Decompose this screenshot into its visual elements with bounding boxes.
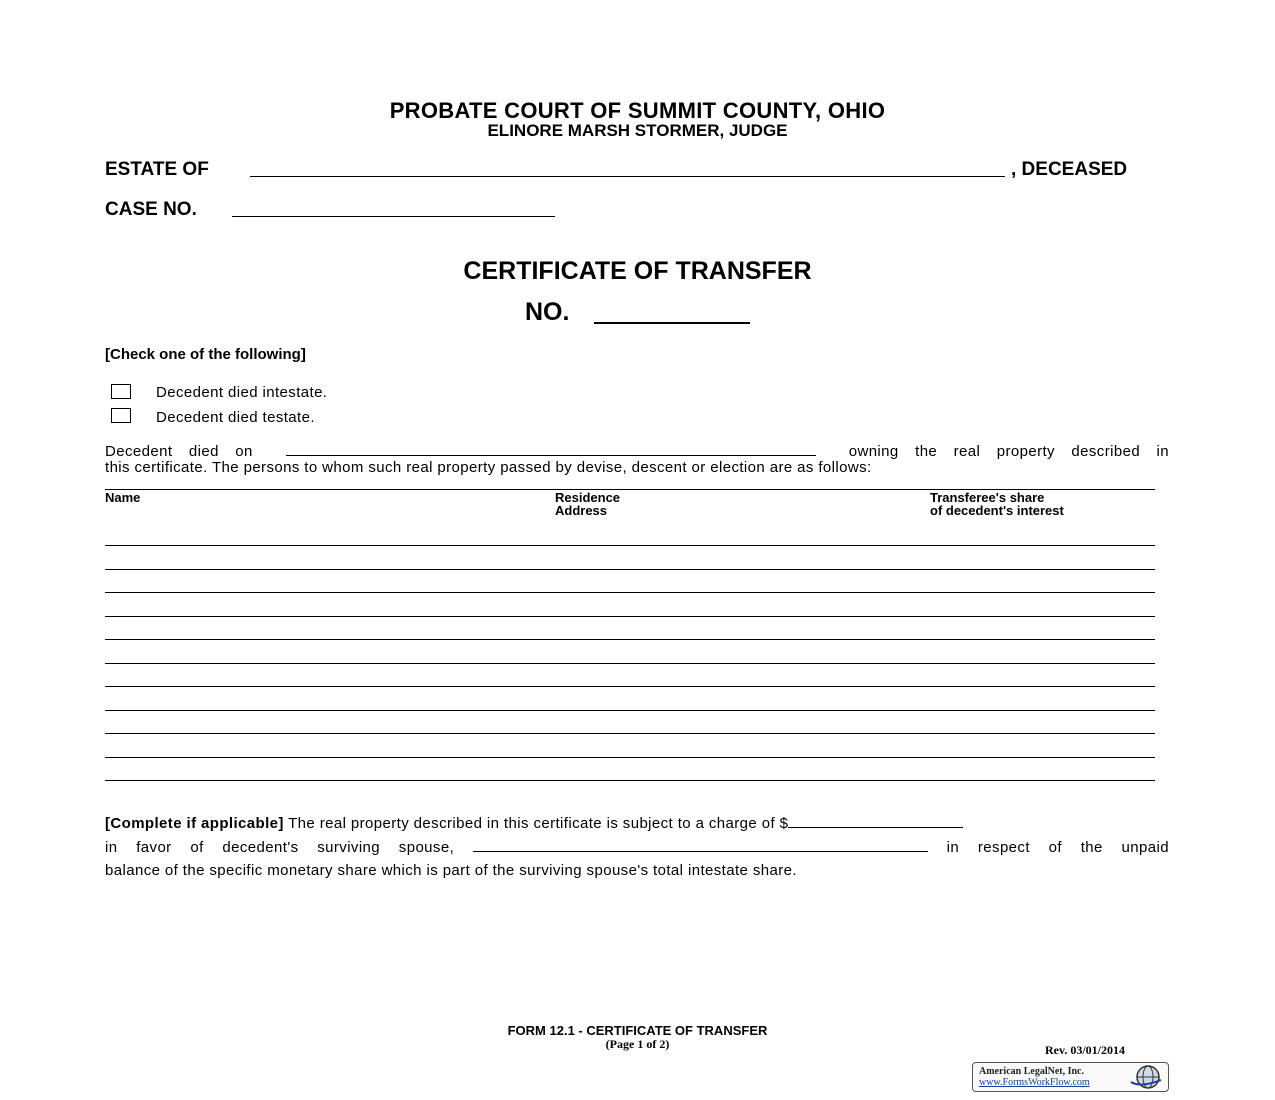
column-name-header: Name: [105, 490, 141, 505]
case-number-label: CASE NO.: [105, 199, 197, 220]
court-name: PROBATE COURT OF SUMMIT COUNTY, OHIO: [389, 98, 886, 123]
transferee-row-line[interactable]: [105, 663, 1155, 664]
judge-name: ELINORE MARSH STORMER, JUDGE: [487, 121, 788, 140]
page-number: (Page 1 of 2): [605, 1037, 670, 1051]
transferee-row-line[interactable]: [105, 686, 1155, 687]
death-date-field[interactable]: [286, 444, 816, 456]
revision-date: Rev. 03/01/2014: [1045, 1043, 1125, 1057]
form-footer: FORM 12.1 - CERTIFICATE OF TRANSFER: [507, 1023, 768, 1038]
globe-icon: [1128, 1064, 1164, 1090]
column-share-header: Transferee's share of decedent's interest: [930, 490, 1064, 518]
spouse-charge-line-3: balance of the specific monetary share which is part of the surviving spouse's total intestate share.: [105, 862, 797, 879]
death-date-prefix: Decedent died on: [105, 443, 253, 460]
testate-option-label: Decedent died testate.: [156, 409, 315, 426]
death-date-suffix: owning the real property described in: [848, 443, 1170, 460]
transferee-row-line[interactable]: [105, 780, 1155, 781]
logo-company-name: American LegalNet, Inc.: [979, 1066, 1084, 1077]
transferee-row-line[interactable]: [105, 569, 1155, 570]
certificate-number-field[interactable]: [594, 322, 750, 324]
check-instruction: [Check one of the following]: [105, 346, 306, 363]
deceased-label: , DECEASED: [1011, 159, 1128, 180]
estate-label: ESTATE OF: [105, 159, 209, 180]
certificate-title: CERTIFICATE OF TRANSFER: [463, 257, 812, 285]
logo-url[interactable]: www.FormsWorkFlow.com: [979, 1077, 1090, 1088]
death-statement-line-2: this certificate. The persons to whom such real property passed by devise, descent or election are as follows:: [105, 459, 872, 476]
testate-checkbox[interactable]: [111, 408, 131, 423]
estate-name-field[interactable]: [250, 176, 1005, 177]
death-statement-line-1: [105, 444, 1169, 460]
intestate-checkbox[interactable]: [111, 384, 131, 399]
complete-if-applicable-label: [Complete if applicable]: [105, 815, 284, 832]
column-residence-header: Residence Address: [555, 490, 621, 518]
surviving-spouse-field[interactable]: [473, 840, 928, 852]
intestate-option-label: Decedent died intestate.: [156, 384, 328, 401]
transferee-row-line[interactable]: [105, 592, 1155, 593]
transferee-row-line[interactable]: [105, 545, 1155, 546]
american-legalnet-logo[interactable]: [972, 1062, 1169, 1092]
death-statement: [105, 444, 1169, 476]
certificate-number-label: NO.: [525, 298, 570, 326]
spouse-charge-line-2: in favor of decedent's surviving spouse, in respect of the unpaid: [105, 839, 1169, 856]
charge-amount-field[interactable]: [788, 816, 963, 828]
transferee-row-line[interactable]: [105, 757, 1155, 758]
spouse-charge-line-1: [Complete if applicable] The real property described in this certificate is subject to a charge of $: [105, 815, 1169, 832]
transferee-row-line[interactable]: [105, 733, 1155, 734]
transferee-row-line[interactable]: [105, 639, 1155, 640]
case-number-field[interactable]: [232, 216, 555, 217]
transferee-row-line[interactable]: [105, 710, 1155, 711]
transferee-row-line[interactable]: [105, 616, 1155, 617]
